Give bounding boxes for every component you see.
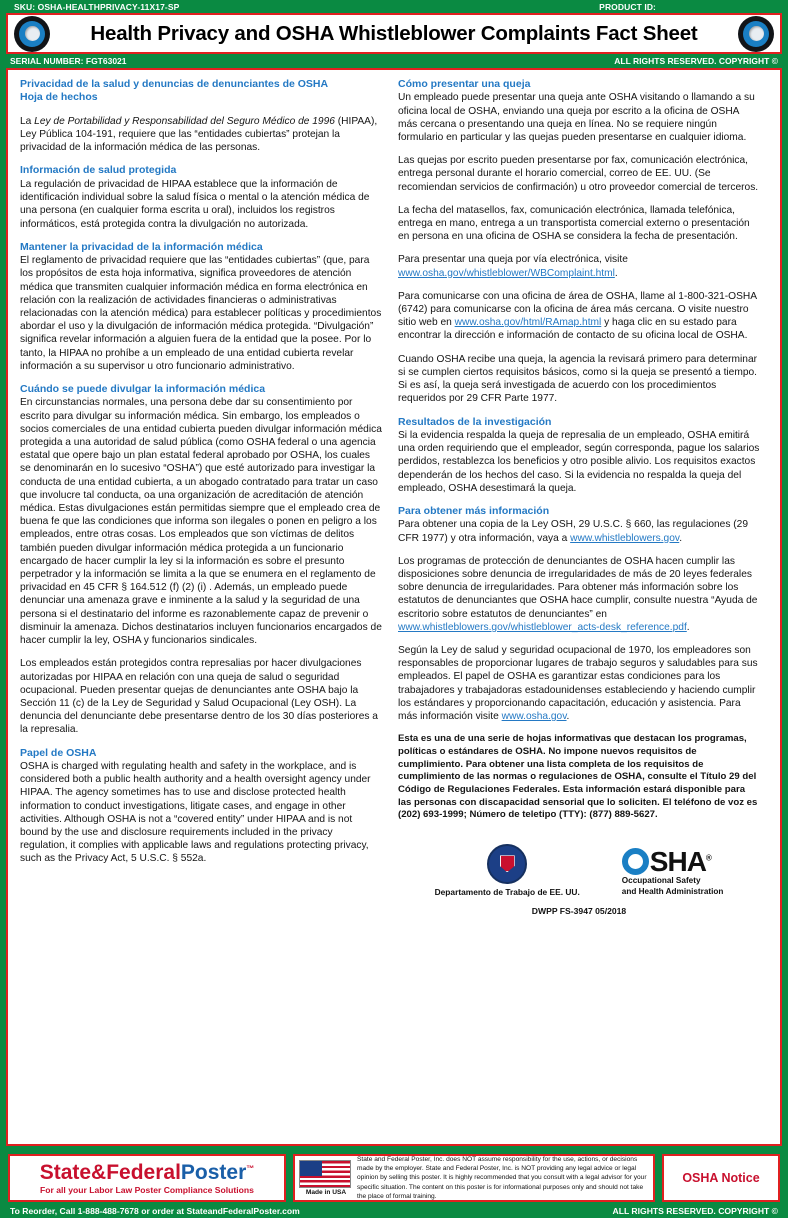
usa-flag-icon [299, 1160, 351, 1188]
section-para-results: Si la evidencia respalda la queja de represalia de un empleado, OSHA emitirá una orden requiriendo que el empleador, según corresponda, pague los salarios perdidos, restablezca los beneficios y otro posible alivio. Los requisitos exactos dependerán de los hechos del caso. Si la evidencia no respalda la queja del empleado, OSHA desestimará la queja. [398, 429, 760, 494]
reorder-label: To Reorder, Call 1-888-488-7678 or order at StateandFederalPoster.com [10, 1206, 300, 1216]
review-paragraph: Cuando OSHA recibe una queja, la agencia la revisará primero para determinar si se cumplen ciertos requisitos básicos, como si la queja se presentó a tiempo. Si es así, la queja será investigada de acuerdo con los procedimientos requeridos por 29 CFR Parte 1977. [398, 353, 758, 405]
footer-zone [0, 1146, 788, 1218]
left-title-line1: Privacidad de la salud y denuncias de denunciantes de OSHA [20, 78, 329, 90]
section-para-when-disclose-2: Los empleados están protegidos contra represalias por hacer divulgaciones autorizadas por HIPAA en relación con una queja de salud o seguridad ocupacional. Pueden presentar quejas de denunciantes ante OSHA bajo la Sección 11 (c) de la Ley de Seguridad y Salud Ocupacional (Ley OSH). La denuncia del denunciante debe presentarse dentro de los 30 días posteriores a la represalia. [20, 658, 378, 736]
osha-wordmark [649, 846, 711, 878]
brand-state-federal: State&Federal [39, 1160, 181, 1184]
osh-act-period: . [566, 711, 570, 723]
osha-notice-box[interactable] [662, 1154, 780, 1202]
osha-registered-mark: ® [705, 853, 711, 863]
section-heading-protected-health: Información de salud protegida [20, 164, 177, 177]
programs-paragraph [398, 555, 760, 634]
intro-paragraph [20, 115, 382, 155]
left-title-line2: Hoja de hechos [20, 91, 98, 104]
intro-before: La [20, 115, 35, 127]
osha-roundel-icon-right [738, 16, 774, 52]
made-in-usa-label: Made in USA [305, 1189, 347, 1196]
document-code: DWPP FS-3947 05/2018 [531, 905, 627, 916]
left-title [20, 78, 382, 105]
dol-caption: Departamento de Trabajo de EE. UU. [434, 886, 580, 897]
copyright-label-top: ALL RIGHTS RESERVED. COPYRIGHT © [614, 56, 778, 66]
title-band [6, 13, 782, 54]
desk-reference-link[interactable]: www.whistleblowers.gov/whistleblower_acts-desk_reference.pdf [398, 621, 687, 633]
brand-wordmark [40, 1162, 255, 1183]
copyright-label-bottom: ALL RIGHTS RESERVED. COPYRIGHT © [612, 1206, 778, 1216]
section-para-how-to-file-1: Un empleado puede presentar una queja ante OSHA visitando o llamando a su oficina local de OSHA, enviando una queja por escrito a la oficina de OSHA más cercana o presentando una queja en línea. No se requiere ningún formulario en particular y las quejas pueden presentarse en cualquier idioma. [398, 92, 755, 144]
document-body [6, 68, 782, 1146]
section-heading-when-disclose: Cuándo se puede divulgar la información médica [20, 383, 266, 395]
brand-poster: Poster [180, 1160, 247, 1184]
serial-strip [0, 54, 788, 68]
ramap-link[interactable]: www.osha.gov/html/RAmap.html [454, 317, 602, 329]
osha-subtitle [622, 876, 724, 897]
section-heading-results: Resultados de la investigación [398, 415, 552, 428]
section-para-protected-health: La regulación de privacidad de HIPAA establece que la información de identificación individual sobre la salud física o mental o la atención médica de una persona (en cualquier forma escrita u oral), incluidos los registros informáticos, está protegida contra la divulgación no autorizada. [20, 178, 370, 230]
state-federal-poster-logo[interactable] [8, 1154, 286, 1202]
more-info-paragraph [398, 518, 760, 544]
sku-label: SKU: OSHA-HEALTHPRIVACY-11X17-SP [14, 1, 180, 12]
electronic-filing-period: . [614, 267, 618, 279]
disclaimer-paragraph: Esta es una de una serie de hojas informativas que destacan los programas, políticas o estándares de OSHA. No impone nuevos requisitos de cumplimiento. Para obtener una lista completa de los requisitos de cumplimiento de las normas o regulaciones de OSHA, consulte el Título 29 del Código de Regulaciones Federales. Esta información estará disponible para las personas con discapacidad sensorial que lo soliciten. El teléfono de voz es (202) 693-1999; Número de teletipo (TTY): (877) 889-5627. [398, 733, 758, 821]
intro-after: (HIPAA), Ley Pública 104-191, requiere que las “entidades cubiertas” protejan la privacidad de la información médica de las personas. [20, 115, 378, 154]
left-column [20, 78, 382, 916]
footer-strip [0, 1204, 788, 1218]
section-heading-how-to-file: Cómo presentar una queja [398, 78, 531, 90]
section-heading-more-info: Para obtener más información [398, 504, 550, 517]
section-para-keep-private: El reglamento de privacidad requiere que las “entidades cubiertas” (que, para los propósitos de esta hoja informativa, significa proveedores de atención médica que transmiten cualquier información médica en forma electrónica en relación con la realización de actividades financieras o administrativas relacionadas con la atención médica) para establecer políticas y procedimientos abordar el uso y la divulgación de información médica protegida. “Divulgación” significa revelar información a alguien fuera de la entidad que la posee. Por lo tanto, la HIPAA no prohíbe a un empleado de una entidad cubierta revelar información a su supervisor u otro funcionario administrativo. [20, 255, 382, 372]
brand-tagline: For all your Labor Law Poster Compliance Solutions [40, 1184, 254, 1195]
osh-act-text-1: Según la Ley de salud y seguridad ocupacional de 1970, los empleadores son responsables de proporcionar lugares de trabajo seguros y saludables para sus empleados. El papel de OSHA es garantizar estas condiciones para los trabajadores y trabajadoras estadounidenses estableciendo y haciendo cumplir los estándares y proporcionando capacitación, educación y asistencia. Para más información visite [398, 645, 758, 723]
more-info-text-1: Para obtener una copia de la Ley OSH, 29 U.S.C. § 660, las regulaciones (29 CFR 1977) y otra información, vaya a [398, 519, 748, 544]
section-heading-keep-private: Mantener la privacidad de la información médica [20, 240, 263, 253]
area-office-text-2: y haga clic en su estado para encontrar la dirección e información de contacto de su oficina local de OSHA. [398, 317, 748, 342]
right-column [398, 78, 760, 916]
section-para-when-disclose-1: En circunstancias normales, una persona debe dar su consentimiento por escrito para divulgar su información médica. Sin embargo, los empleados o socios comerciales de una entidad cubierta pueden divulgar información médica protegida a una autoridad de salud pública (como OSHA federal o una agencia estatal que opere bajo un plan estatal federal aprobado por OSHA, los cuales se denominarán en lo sucesivo “OSHA”) que esté autorizado para investigar la conducta de una entidad cubierta, a un abogado contratado para tratar un caso que involucre tal conducta, oa una organización de acreditación de atención médica. Estas divulgaciones están permitidas siempre que el empleado crea de buena fe que las condiciones que informa son ilegales o ponen en peligro a los empleados, entre otras cosas. Los empleados que son víctimas de delitos también pueden divulgar información médica protegida a un funcionario encargado de hacer cumplir la ley si la información es sobre el presunto perpetrador y la información se limita a la que se enumera en el reglamento de privacidad en 45 CFR § 164.512 (f) (2) (i) . Además, un empleado puede denunciar una amenaza grave e inminente a la salud y la seguridad de una persona si el destinatario del informe es razonablemente capaz de prevenir o disminuir la amenaza. Dichos destinatarios incluyen funcionarios encargados de hacer cumplir la ley, OSHA y funcionarios sindicales. [20, 397, 382, 647]
osha-logo-block [622, 848, 724, 897]
programs-text-1: Los programas de protección de denunciantes de OSHA hacen cumplir las disposiciones sobre denuncia de irregularidades de más de 20 leyes federales sobre denuncia de irregularidades. Para obtener más información sobre los estatutos de denunciantes que OSHA hace cumplir, consulte nuestra “Ayuda de escritorio sobre estatutos de denunciantes” en [398, 555, 758, 620]
product-id-label: PRODUCT ID: [599, 1, 656, 12]
osh-act-paragraph [398, 644, 760, 723]
area-office-paragraph [398, 290, 760, 343]
section-heading-osha-role: Papel de OSHA [20, 746, 97, 759]
whistleblowers-link[interactable]: www.whistleblowers.gov [570, 532, 680, 544]
sku-strip [0, 0, 788, 13]
section-para-osha-role: OSHA is charged with regulating health and safety in the workplace, and is considered both a public health authority and a health oversight agency under HIPAA. The agency sometimes has to use and disclose protected health information to conduct investigations, litigate cases, and engage in other activities. Although OSHA is not a “covered entity” under HIPAA and is not bound by the use and disclosure requirements included in the privacy regulation, it complies with applicable laws and regulations protecting privacy, such as the Privacy Act, 5 U.S.C. § 552a. [20, 760, 371, 865]
electronic-filing-text: Para presentar una queja por vía electrónica, visite [398, 254, 628, 266]
osha-subtitle-line1: Occupational Safety [621, 876, 701, 886]
osha-notice-label: OSHA Notice [682, 1171, 760, 1185]
footer-disclaimer-box [293, 1154, 655, 1202]
section-para-how-to-file-3: La fecha del matasellos, fax, comunicación electrónica, llamada telefónica, entrega en mano, entrega a un transportista comercial externo o presentación en persona en una oficina de OSHA se considera la fecha de presentación. [398, 204, 750, 243]
section-para-how-to-file-2: Las quejas por escrito pueden presentarse por fax, comunicación electrónica, entrega personal durante el horario comercial, correo de EE. UU. (Se recomiendan servicios de confirmación) u otro proveedor comercial de terceros. [398, 155, 759, 193]
electronic-filing-paragraph [398, 253, 760, 279]
programs-period: . [686, 621, 690, 633]
osha-gov-link[interactable]: www.osha.gov [501, 711, 567, 723]
osha-letters: SHA [649, 846, 706, 878]
osha-roundel-icon-left [14, 16, 50, 52]
hipaa-law-italic: Ley de Portabilidad y Responsabilidad del Seguro Médico de 1996 [34, 115, 335, 127]
page-title: Health Privacy and OSHA Whistleblower Complaints Fact Sheet [90, 21, 698, 45]
more-info-period: . [679, 532, 683, 544]
agency-logos-row [398, 844, 760, 897]
wbcomplaint-link[interactable]: www.osha.gov/whistleblower/WBComplaint.html [398, 267, 615, 279]
dol-seal-icon [487, 844, 527, 884]
osha-subtitle-line2: and Health Administration [621, 886, 724, 896]
dol-block [435, 844, 580, 897]
area-office-text-1: Para comunicarse con una oficina de área de OSHA, llame al 1-800-321-OSHA (6742) para comunicarse con la oficina de área más cercana. O visite nuestro sitio web en [398, 290, 757, 329]
footer-disclaimer-text: State and Federal Poster, Inc. does NOT assume responsibility for the use, actions, or decisions made by the employer. State and Federal Poster, Inc. is NOT providing any legal advice or legal opinion by selling this poster. It is highly recommended that you consult with a legal advisor for your specific situation. The content on this poster is for informational purposes only and should not take the place of formal training. [357, 1155, 647, 1201]
trademark-mark: ™ [246, 1163, 255, 1173]
flag-wrap [299, 1160, 353, 1196]
osha-o-icon [622, 848, 649, 875]
serial-number-label: SERIAL NUMBER: FGT63021 [10, 56, 127, 66]
